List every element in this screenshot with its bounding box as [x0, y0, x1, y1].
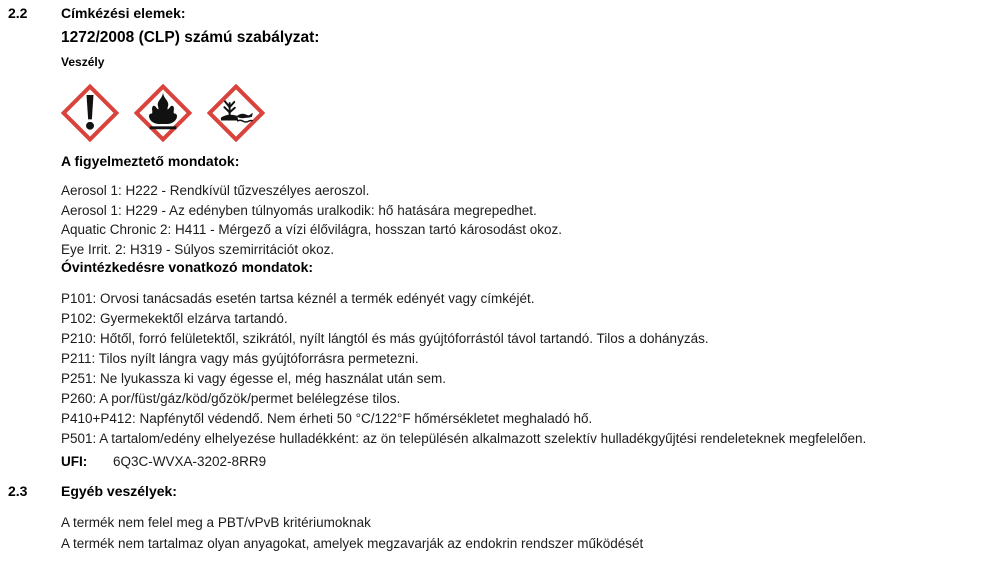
- ghs09-environment-icon: [207, 84, 265, 142]
- ghs07-exclamation-mark-icon: [61, 84, 119, 142]
- signal-word: Veszély: [61, 55, 105, 69]
- precautionary-statement: P211: Tilos nyílt lángra vagy más gyújtóforrásra permetezni.: [61, 351, 419, 366]
- section-title: Egyéb veszélyek:: [61, 483, 177, 499]
- section-number: 2.3: [8, 483, 28, 499]
- section-title: Címkézési elemek:: [61, 5, 186, 21]
- precautionary-statement: P210: Hőtől, forró felületektől, szikrától, nyílt lángtól és más gyújtóforrástól távol tartandó. Tilos a dohányzás.: [61, 331, 709, 346]
- section-2-2-row: [0, 5, 1000, 22]
- other-hazard-line: A termék nem tartalmaz olyan anyagokat, amelyek megzavarják az endokrin rendszer működését: [61, 535, 644, 551]
- precautionary-statement: P260: A por/füst/gáz/köd/gőzök/permet belélegzése tilos.: [61, 391, 401, 406]
- ghs02-flame-icon: [134, 84, 192, 142]
- hazard-statements-heading: A figyelmeztető mondatok:: [61, 153, 240, 169]
- ufi-row: [61, 454, 966, 470]
- precautionary-statement: P101: Orvosi tanácsadás esetén tartsa kéznél a termék edényét vagy címkéjét.: [61, 291, 535, 306]
- precautionary-statement: P251: Ne lyukassza ki vagy égesse el, még használat után sem.: [61, 371, 446, 386]
- hazard-statement: Aerosol 1: H229 - Az edényben túlnyomás uralkodik: hő hatására megrepedhet.: [61, 202, 537, 218]
- hazard-statement: Aerosol 1: H222 - Rendkívül tűzveszélyes aeroszol.: [61, 183, 370, 198]
- ufi-label: UFI:: [61, 454, 88, 469]
- section-number: 2.2: [8, 5, 28, 21]
- precautionary-statement: P102: Gyermekektől elzárva tartandó.: [61, 311, 288, 326]
- regulation-heading: 1272/2008 (CLP) számú szabályzat:: [61, 29, 320, 46]
- precautionary-statement: P501: A tartalom/edény elhelyezése hulladékként: az ön településén alkalmazott szelektív hulladékgyűjtési rendeleteknek megfelelően.: [61, 431, 867, 446]
- other-hazards-list: [61, 513, 966, 554]
- precautionary-statement: P410+P412: Napfénytől védendő. Nem érheti 50 °C/122°F hőmérsékletet meghaladó hő.: [61, 411, 593, 426]
- ufi-value: 6Q3C-WVXA-3202-8RR9: [113, 454, 267, 469]
- section-2-2-content: [0, 28, 966, 470]
- hazard-statement: Aquatic Chronic 2: H411 - Mérgező a vízi élővilágra, hosszan tartó károsodást okoz.: [61, 222, 562, 237]
- section-2-3-content: [0, 513, 966, 554]
- precautionary-statements-list: [61, 289, 966, 449]
- section-2-3-row: [0, 483, 1000, 500]
- other-hazard-line: A termék nem felel meg a PBT/vPvB kritériumoknak: [61, 515, 371, 530]
- ghs-pictogram-row: [61, 84, 966, 142]
- precautionary-statements-heading: Óvintézkedésre vonatkozó mondatok:: [61, 259, 314, 275]
- hazard-statement: Eye Irrit. 2: H319 - Súlyos szemirritációt okoz.: [61, 241, 335, 257]
- hazard-statements-list: [61, 181, 966, 259]
